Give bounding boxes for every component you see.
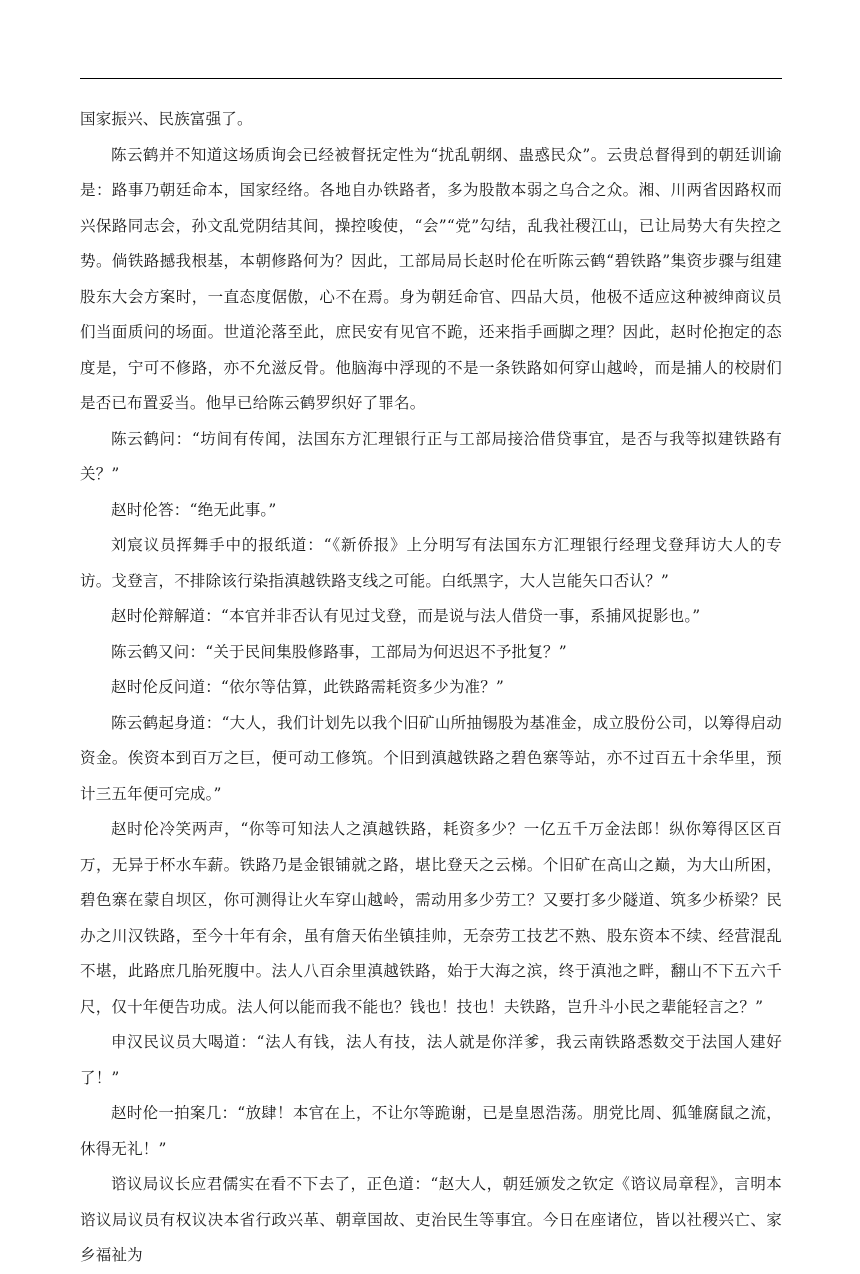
paragraph-dialogue: 刘宸议员挥舞手中的报纸道：“《新侨报》上分明写有法国东方汇理银行经理戈登拜访大人的专访。戈登言，不排除该行染指滇越铁路支线之可能。白纸黑字，大人岂能矢口否认？” [80, 536, 782, 590]
paragraph-dialogue: 赵时伦答：“绝无此事。” [111, 500, 277, 519]
paragraph-dialogue: 赵时伦冷笑两声，“你等可知法人之滇越铁路，耗资多少？一亿五千万金法郎！纵你筹得区区百万，无异于杯水车薪。铁路乃是金银铺就之路，堪比登天之云梯。个旧矿在高山之巅，为大山所困，碧色寨在蒙自坝区，你可测得让火车穿山越岭，需动用多少劳工？又要打多少隧道、筑多少桥梁？民办之川汉铁路，至今十年有余，虽有詹天佑坐镇挂帅，无奈劳工技艺不熟、股东资本不续、经营混乱不堪，此路庶几胎死腹中。法人八百余里滇越铁路，始于大海之滨，终于滇池之畔，翻山不下五六千尺，仅十年便告功成。法人何以能而我不能也？钱也！技也！夫铁路，岂升斗小民之辈能轻言之？” [80, 820, 782, 1016]
paragraph-dialogue: 陈云鹤问：“坊间有传闻，法国东方汇理银行正与工部局接洽借贷事宜，是否与我等拟建铁路有关？” [80, 429, 782, 483]
paragraph-dialogue: 陈云鹤起身道：“大人，我们计划先以我个旧矿山所抽锡股为基准金，成立股份公司，以筹得启动资金。俟资本到百万之巨，便可动工修筑。个旧到滇越铁路之碧色寨等站，亦不过百五十余华里，预计三五年便可完成。” [80, 713, 782, 803]
paragraph-dialogue: 赵时伦辩解道：“本官并非否认有见过戈登，而是说与法人借贷一事，系捕风捉影也。” [111, 607, 701, 625]
paragraph-continuation: 国家振兴、民族富强了。 [80, 110, 253, 128]
header-divider [80, 78, 782, 79]
paragraph-dialogue: 申汉民议员大喝道：“法人有钱，法人有技，法人就是你洋爹，我云南铁路悉数交于法国人建好了！” [80, 1033, 782, 1087]
paragraph-dialogue: 赵时伦一拍案几：“放肆！本官在上，不让尔等跪谢，已是皇恩浩荡。朋党比周、狐雏腐鼠之流，休得无礼！” [80, 1104, 782, 1158]
paragraph-dialogue: 陈云鹤又问：“关于民间集股修路事，工部局为何迟迟不予批复？” [111, 642, 567, 661]
document-body [80, 102, 782, 1274]
paragraph-dialogue: 谘议局议长应君儒实在看不下去了，正色道：“赵大人，朝廷颁发之钦定《谘议局章程》，言明本谘议局议员有权议决本省行政兴革、朝章国故、吏治民生等事宜。今日在座诸位，皆以社稷兴亡、家乡福祉为 [80, 1175, 782, 1264]
paragraph-dialogue: 赵时伦反问道：“依尔等估算，此铁路需耗资多少为准？” [111, 678, 505, 696]
paragraph-narration: 陈云鹤并不知道这场质询会已经被督抚定性为“扰乱朝纲、蛊惑民众”。云贵总督得到的朝廷训谕是：路事乃朝廷命本，国家经络。各地自办铁路者，多为股散本弱之乌合之众。湘、川两省因路权而兴保路同志会，孙文乱党阴结其间，操控唆使，“会”“党”勾结，乱我社稷江山，已让局势大有失控之势。倘铁路撼我根基，本朝修路何为？因此，工部局局长赵时伦在听陈云鹤“碧铁路”集资步骤与组建股东大会方案时，一直态度倨傲，心不在焉。身为朝廷命官、四品大员，他极不适应这种被绅商议员们当面质问的场面。世道沦落至此，庶民安有见官不跪，还来指手画脚之理？因此，赵时伦抱定的态度是，宁可不修路，亦不允滋反骨。他脑海中浮现的不是一条铁路如何穿山越岭，而是捕人的校尉们是否已布置妥当。他早已给陈云鹤罗织好了罪名。 [80, 145, 782, 412]
